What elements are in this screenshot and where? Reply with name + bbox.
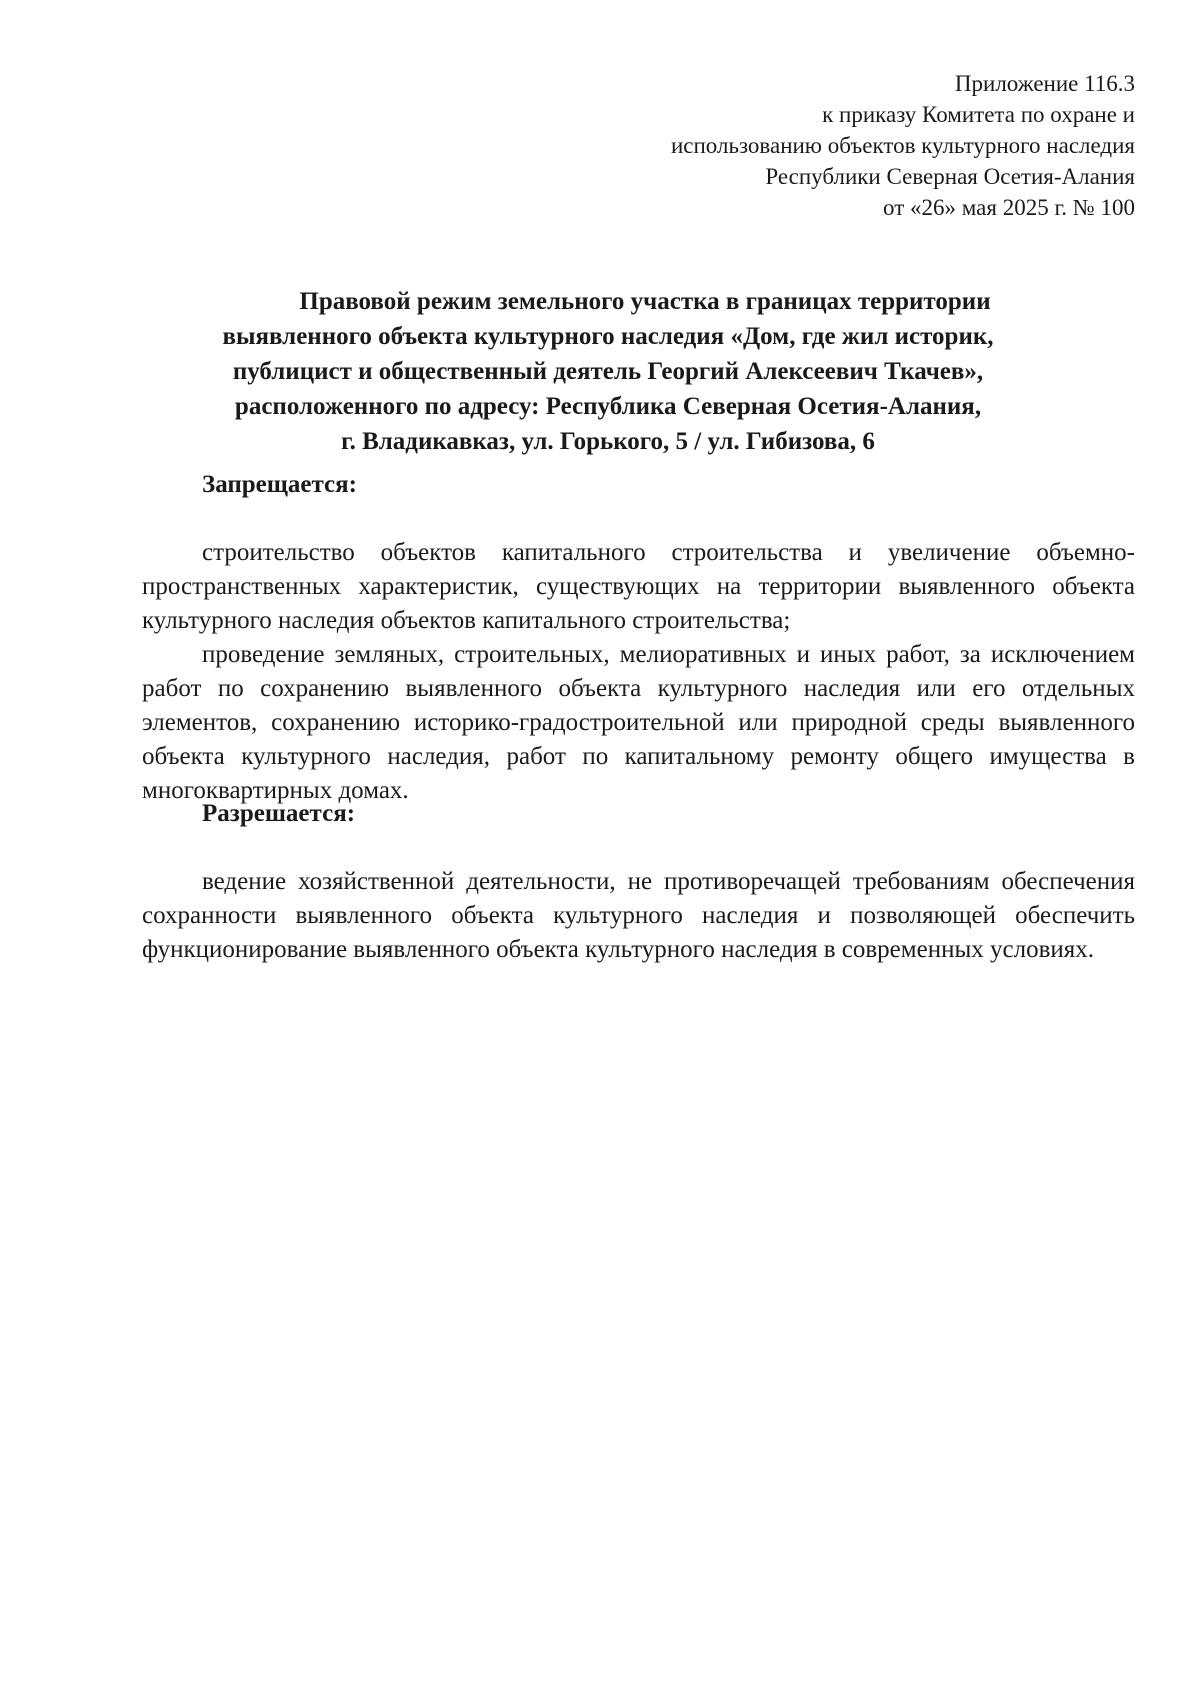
title-line: публицист и общественный деятель Георгий Алексеевич Ткачев», <box>232 358 984 385</box>
prohibited-body <box>142 536 1135 808</box>
appendix-reference <box>671 68 1135 223</box>
appendix-republic-line: Республики Северная Осетия-Алания <box>765 164 1135 189</box>
title-line: выявленного объекта культурного наследия «Дом, где жил историк, <box>222 323 994 350</box>
allowed-body <box>142 865 1135 967</box>
allowed-heading: Разрешается: <box>202 800 356 827</box>
appendix-date-number: от «26» мая 2025 г. № 100 <box>883 195 1135 220</box>
appendix-number: Приложение 116.3 <box>954 71 1135 96</box>
prohibited-heading: Запрещается: <box>202 471 358 498</box>
title-line: г. Владикавказ, ул. Горького, 5 / ул. Гибизова, 6 <box>341 428 875 455</box>
title-line: Правовой режим земельного участка в границах территории <box>299 288 991 315</box>
allowed-paragraph: ведение хозяйственной деятельности, не противоречащей требованиям обеспечения сохранности выявленного объекта культурного наследия и позволяющей обеспечить функционирование выявленного объекта культурного наследия в современных условиях. <box>142 868 1135 963</box>
appendix-order-line: к приказу Комитета по охране и <box>822 102 1135 127</box>
prohibited-paragraph: проведение земляных, строительных, мелиоративных и иных работ, за исключением работ по сохранению выявленного объекта культурного наследия или его отдельных элементов, сохранению историко-градостроительной или природной среды выявленного объекта культурного наследия, работ по капитальному ремонту общего имущества в многоквартирных домах. <box>142 641 1135 804</box>
appendix-committee-line: использованию объектов культурного наследия <box>670 133 1135 158</box>
title-line: расположенного по адресу: Республика Северная Осетия-Алания, <box>234 393 982 420</box>
prohibited-paragraph: строительство объектов капитального строительства и увеличение объемно-пространственных характеристик, существующих на территории выявленного объекта культурного наследия объектов капитального строительства; <box>142 539 1135 634</box>
document-title <box>140 284 1076 459</box>
